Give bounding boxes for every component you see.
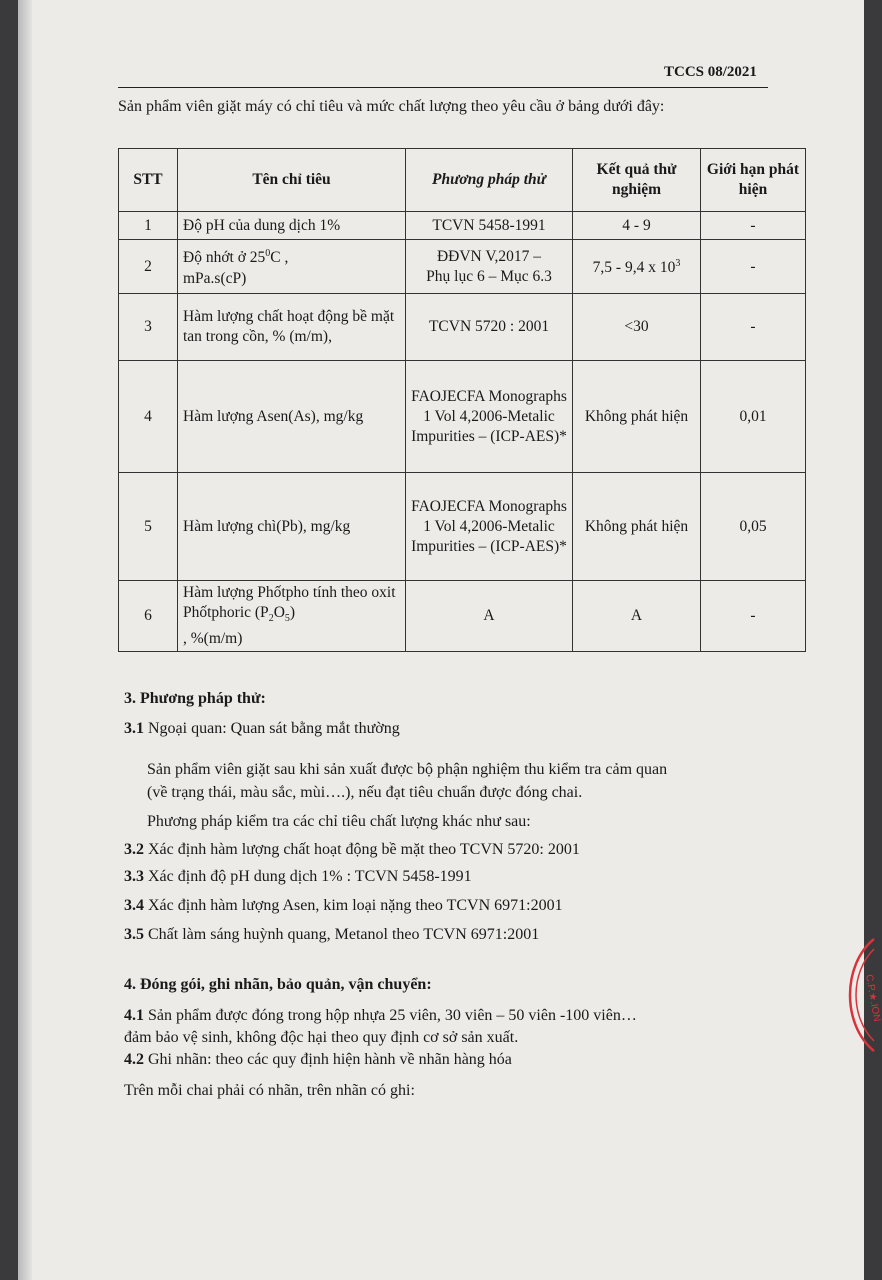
table-row [119, 361, 806, 473]
cell-result [573, 240, 701, 294]
cell-result: 4 - 9 [573, 212, 701, 240]
cell-result: A [573, 581, 701, 652]
cell-stt: 3 [119, 294, 178, 361]
method-text: Phụ lục 6 – Mục 6.3 [426, 267, 552, 285]
cell-limit: - [701, 294, 806, 361]
cell-method: FAOJECFA Monographs 1 Vol 4,2006-Metalic Impurities – (ICP-AES)* [406, 473, 573, 581]
paragraph-line: Phương pháp kiểm tra các chỉ tiêu chất lượng khác như sau: [147, 813, 531, 830]
paragraph-line: Sản phẩm viên giặt sau khi sản xuất được bộ phận nghiệm thu kiểm tra cảm quan [147, 761, 668, 778]
item-text: Xác định độ pH dung dịch 1% : TCVN 5458-1991 [148, 868, 472, 885]
name-text: , %(m/m) [183, 630, 243, 648]
item-3-5 [124, 925, 539, 945]
cell-name: Độ pH của dung dịch 1% [178, 212, 406, 240]
item-text: Ngoại quan: Quan sát bằng mắt thường [148, 720, 400, 737]
col-header-result: Kết quả thử nghiệm [573, 149, 701, 212]
cell-limit: - [701, 581, 806, 652]
cell-method: FAOJECFA Monographs 1 Vol 4,2006-Metalic Impurities – (ICP-AES)* [406, 361, 573, 473]
cell-stt: 6 [119, 581, 178, 652]
cell-name: Hàm lượng chất hoạt động bề mặt tan trong cồn, % (m/m), [178, 294, 406, 361]
paragraph-line: đảm bảo vệ sinh, không độc hại theo quy định cơ sở sản xuất. [124, 1029, 519, 1046]
item-number: 3.5 [124, 926, 144, 943]
table-row [119, 240, 806, 294]
item-text: Xác định hàm lượng Asen, kim loại nặng theo TCVN 6971:2001 [148, 897, 563, 914]
col-header-method: Phương pháp thử [406, 149, 573, 212]
item-text: Sản phẩm được đóng trong hộp nhựa 25 viên, 30 viên – 50 viên -100 viên… [148, 1007, 637, 1024]
cell-result: <30 [573, 294, 701, 361]
item-number: 3.4 [124, 897, 144, 914]
cell-name [178, 240, 406, 294]
cell-name: Hàm lượng Asen(As), mg/kg [178, 361, 406, 473]
name-text: O [273, 604, 285, 621]
cell-result: Không phát hiện [573, 361, 701, 473]
item-4-1 [124, 1006, 637, 1026]
item-number: 4.2 [124, 1051, 144, 1068]
cell-result: Không phát hiện [573, 473, 701, 581]
name-text: Độ nhớt ở 25 [183, 249, 266, 267]
stamp-text: C.P.★.ION [863, 973, 882, 1023]
company-seal-stamp [836, 935, 882, 1055]
cell-method: TCVN 5720 : 2001 [406, 294, 573, 361]
col-header-name: Tên chỉ tiêu [178, 149, 406, 212]
item-text: Xác định hàm lượng chất hoạt động bề mặt theo TCVN 5720: 2001 [148, 841, 580, 858]
table-header-row [119, 149, 806, 212]
cell-limit: 0,05 [701, 473, 806, 581]
item-number: 4.1 [124, 1007, 144, 1024]
cell-stt: 5 [119, 473, 178, 581]
item-3-4 [124, 896, 563, 916]
subscript: 2 [268, 613, 274, 625]
header-divider [118, 87, 768, 88]
table-row [119, 581, 806, 652]
method-text: ĐĐVN V,2017 – [436, 247, 542, 265]
cell-method [406, 240, 573, 294]
cell-stt: 2 [119, 240, 178, 294]
cell-limit: - [701, 240, 806, 294]
name-text: Hàm lượng Phốtpho tính theo oxit Phốtphoric (P [183, 584, 396, 621]
section-4-title: 4. Đóng gói, ghi nhãn, bảo quản, vận chuyển: [124, 976, 432, 993]
exponent-sup: 3 [675, 258, 681, 270]
cell-method: TCVN 5458-1991 [406, 212, 573, 240]
cell-method: A [406, 581, 573, 652]
item-3-2 [124, 840, 580, 860]
item-text: Ghi nhãn: theo các quy định hiện hành về nhãn hàng hóa [148, 1051, 512, 1068]
section-3-title: 3. Phương pháp thử: [124, 690, 266, 707]
cell-name [178, 581, 406, 652]
cell-stt: 4 [119, 361, 178, 473]
item-text: Chất làm sáng huỳnh quang, Metanol theo TCVN 6971:2001 [148, 926, 540, 943]
subscript: 5 [284, 613, 290, 625]
item-number: 3.3 [124, 868, 144, 885]
name-text: C , [270, 249, 289, 267]
closing-line: Trên mỗi chai phải có nhãn, trên nhãn có ghi: [124, 1082, 415, 1099]
quality-spec-table [118, 148, 806, 652]
table-row [119, 294, 806, 361]
name-text: mPa.s(cP) [183, 269, 247, 287]
item-number: 3.1 [124, 720, 144, 737]
item-number: 3.2 [124, 841, 144, 858]
name-text: ) [289, 604, 296, 621]
degree-sup: 0 [265, 248, 271, 260]
cell-name: Hàm lượng chì(Pb), mg/kg [178, 473, 406, 581]
table-row [119, 473, 806, 581]
item-3-3 [124, 867, 472, 887]
cell-limit: - [701, 212, 806, 240]
item-3-1 [124, 719, 400, 739]
cell-limit: 0,01 [701, 361, 806, 473]
document-code: TCCS 08/2021 [664, 64, 757, 80]
result-text: 7,5 - 9,4 x 10 [592, 259, 676, 277]
item-4-2 [124, 1050, 512, 1070]
binding-spine [18, 0, 32, 1280]
table-row [119, 212, 806, 240]
col-header-limit: Giới hạn phát hiện [701, 149, 806, 212]
cell-stt: 1 [119, 212, 178, 240]
paragraph-line: (về trạng thái, màu sắc, mùi….), nếu đạt tiêu chuẩn được đóng chai. [147, 784, 583, 801]
col-header-stt: STT [119, 149, 178, 212]
intro-paragraph: Sản phẩm viên giặt máy có chỉ tiêu và mức chất lượng theo yêu cầu ở bảng dưới đây: [118, 98, 665, 115]
